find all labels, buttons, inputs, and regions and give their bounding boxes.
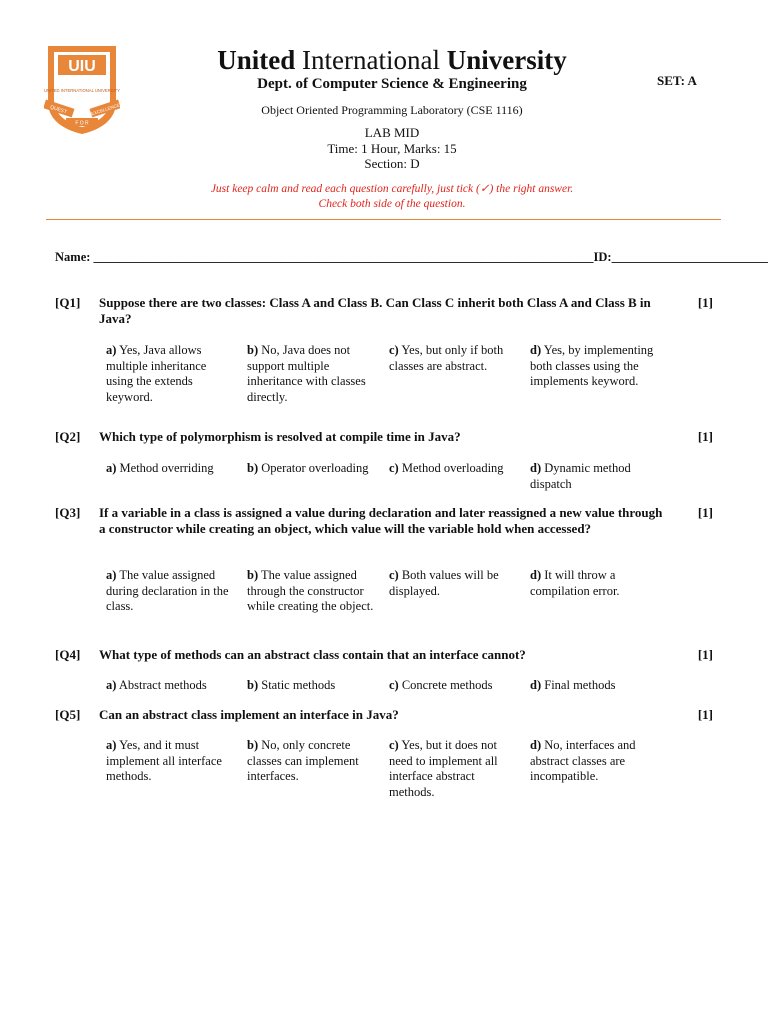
university-logo — [44, 42, 120, 136]
question-text: Can an abstract class implement an interface in Java? — [99, 707, 399, 722]
question-marks: [1] — [697, 505, 713, 520]
option-c[interactable]: c) Method overloading — [389, 461, 504, 475]
question-marks: [1] — [697, 295, 713, 310]
instructions — [150, 182, 634, 212]
option-d[interactable]: d) Final methods — [530, 678, 616, 692]
option-b[interactable]: b) No, Java does not support multiple inheritance with classes directly. — [247, 343, 366, 405]
option-a[interactable]: a) The value assigned during declaration in the class. — [106, 568, 229, 614]
instruction-line: Just keep calm and read each question carefully, just tick (✓) the right answer. — [210, 183, 574, 195]
question-marks: [1] — [697, 429, 713, 444]
option-a[interactable]: a) Method overriding — [106, 461, 214, 475]
option-c[interactable]: c) Concrete methods — [389, 678, 493, 692]
question-marks: [1] — [697, 707, 713, 722]
option-c[interactable]: c) Yes, but only if both classes are abstract. — [389, 343, 504, 373]
svg-text:UNITED INTERNATIONAL UNIVERSIT: UNITED INTERNATIONAL UNIVERSITY — [44, 88, 120, 93]
option-d[interactable]: d) Dynamic method dispatch — [530, 461, 631, 491]
option-c[interactable]: c) Both values will be displayed. — [389, 568, 499, 598]
option-d[interactable]: d) No, interfaces and abstract classes are incompatible. — [530, 738, 636, 784]
set-label: SET: A — [657, 73, 697, 88]
question-number: [Q3] — [55, 505, 81, 520]
question-text: Which type of polymorphism is resolved at compile time in Java? — [99, 429, 461, 444]
question-number: [Q1] — [55, 295, 81, 310]
svg-text:QUEST: QUEST — [49, 104, 68, 116]
svg-text:F O R: F O R — [75, 120, 89, 127]
header-divider — [46, 219, 721, 220]
question-number: [Q4] — [55, 647, 81, 662]
question-marks: [1] — [697, 647, 713, 662]
name-id-field[interactable]: Name: ________________________________________________________________________________ID:_________________________ — [55, 250, 768, 264]
question-text: If a variable in a class is assigned a value during declaration and later reassigned a new value through a constructor while creating an object, which value will the variable hold when accessed? — [99, 505, 663, 536]
exam-name: LAB MID — [364, 125, 420, 140]
option-b[interactable]: b) No, only concrete classes can implement interfaces. — [247, 738, 359, 784]
course-title: Object Oriented Programming Laboratory (CSE 1116) — [261, 103, 523, 117]
exam-info — [150, 125, 634, 172]
instruction-line: Check both side of the question. — [318, 198, 466, 210]
section-label: Section: D — [364, 156, 420, 171]
option-a[interactable]: a) Yes, Java allows multiple inheritance using the extends keyword. — [106, 343, 207, 405]
option-b[interactable]: b) The value assigned through the constructor while creating the object. — [247, 568, 374, 614]
question-text: What type of methods can an abstract class contain that an interface cannot? — [99, 647, 526, 662]
svg-text:UIU: UIU — [68, 58, 96, 75]
option-b[interactable]: b) Static methods — [247, 678, 336, 692]
option-d[interactable]: d) Yes, by implementing both classes using the implements keyword. — [530, 343, 654, 389]
university-title: United International University — [217, 45, 567, 75]
option-d[interactable]: d) It will throw a compilation error. — [530, 568, 620, 598]
svg-text:EXCELLENCE: EXCELLENCE — [90, 102, 120, 117]
question-number: [Q2] — [55, 429, 81, 444]
question-text: Suppose there are two classes: Class A and Class B. Can Class C inherit both Class A and Class B in Java? — [99, 295, 651, 326]
option-a[interactable]: a) Yes, and it must implement all interface methods. — [106, 738, 222, 784]
option-a[interactable]: a) Abstract methods — [106, 678, 207, 692]
question-number: [Q5] — [55, 707, 81, 722]
option-c[interactable]: c) Yes, but it does not need to implement all interface abstract methods. — [389, 738, 498, 800]
department-name: Dept. of Computer Science & Engineering — [257, 76, 527, 92]
option-b[interactable]: b) Operator overloading — [247, 461, 369, 475]
time-marks: Time: 1 Hour, Marks: 15 — [327, 140, 457, 156]
